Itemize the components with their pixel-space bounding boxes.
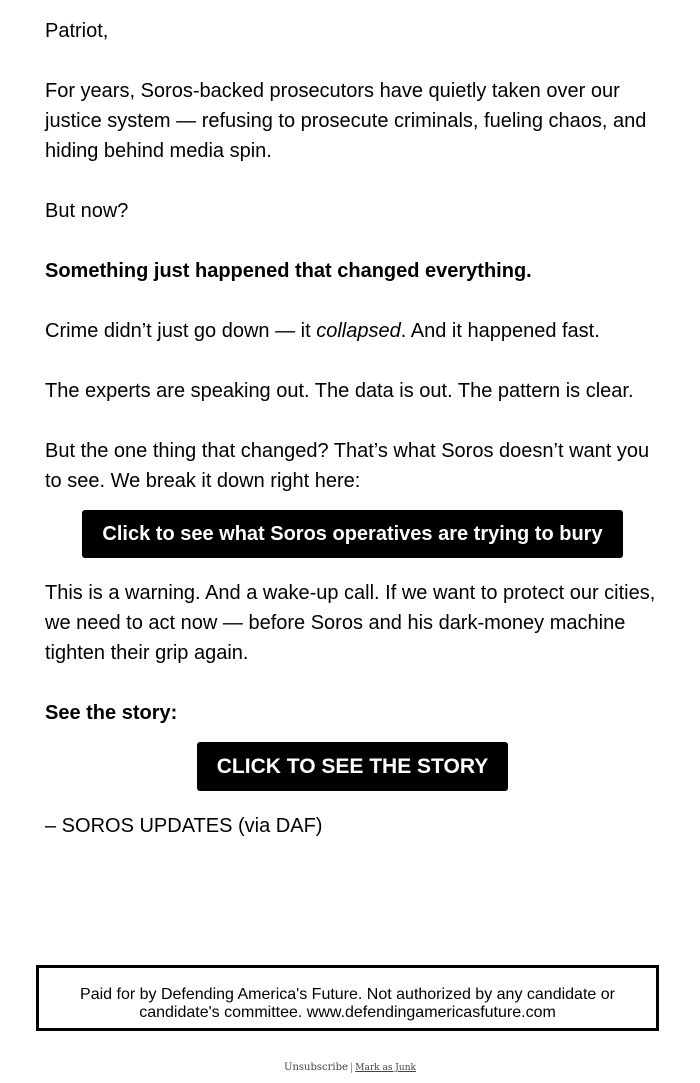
paragraph-headline: Something just happened that changed everything.: [45, 260, 532, 282]
paragraph-see-story: See the story:: [45, 702, 178, 724]
paragraph-break-it-down: But the one thing that changed? That’s what Soros doesn’t want you to see. We break it down right here:: [45, 440, 650, 492]
paragraph-crime-after: . And it happened fast.: [400, 320, 600, 342]
cta-button-see-story[interactable]: CLICK TO SEE THE STORY: [197, 742, 508, 791]
signoff: – SOROS UPDATES (via DAF): [45, 815, 323, 837]
footer-separator: |: [349, 1062, 354, 1073]
email-body: [45, 16, 660, 871]
paragraph-experts: The experts are speaking out. The data is out. The pattern is clear.: [45, 380, 634, 402]
cta-button-bury[interactable]: Click to see what Soros operatives are trying to bury: [82, 510, 622, 558]
greeting: Patriot,: [45, 20, 109, 42]
paragraph-intro: For years, Soros-backed prosecutors have quietly taken over our justice system — refusing to prosecute criminals, fueling chaos, and hiding behind media spin.: [45, 80, 647, 162]
mark-as-junk-link[interactable]: Mark as Junk: [355, 1063, 416, 1073]
cta-button-2-wrapper: [45, 748, 660, 791]
email-footer: [0, 1062, 700, 1073]
paragraph-warning: This is a warning. And a wake-up call. If we want to protect our cities, we need to act now — before Soros and his dark-money machine tighten their grip again.: [45, 582, 656, 664]
paid-for-disclaimer: Paid for by Defending America's Future. Not authorized by any candidate or candidate's committee. www.defendingamericasfuture.com: [36, 965, 659, 1031]
unsubscribe-link[interactable]: Unsubscribe: [284, 1062, 348, 1073]
paragraph-crime-emphasis: collapsed: [316, 320, 401, 342]
paragraph-crime: [45, 316, 660, 346]
paragraph-but-now: But now?: [45, 200, 129, 222]
cta-button-1-wrapper: [45, 516, 660, 558]
paragraph-crime-before: Crime didn’t just go down — it: [45, 320, 317, 342]
